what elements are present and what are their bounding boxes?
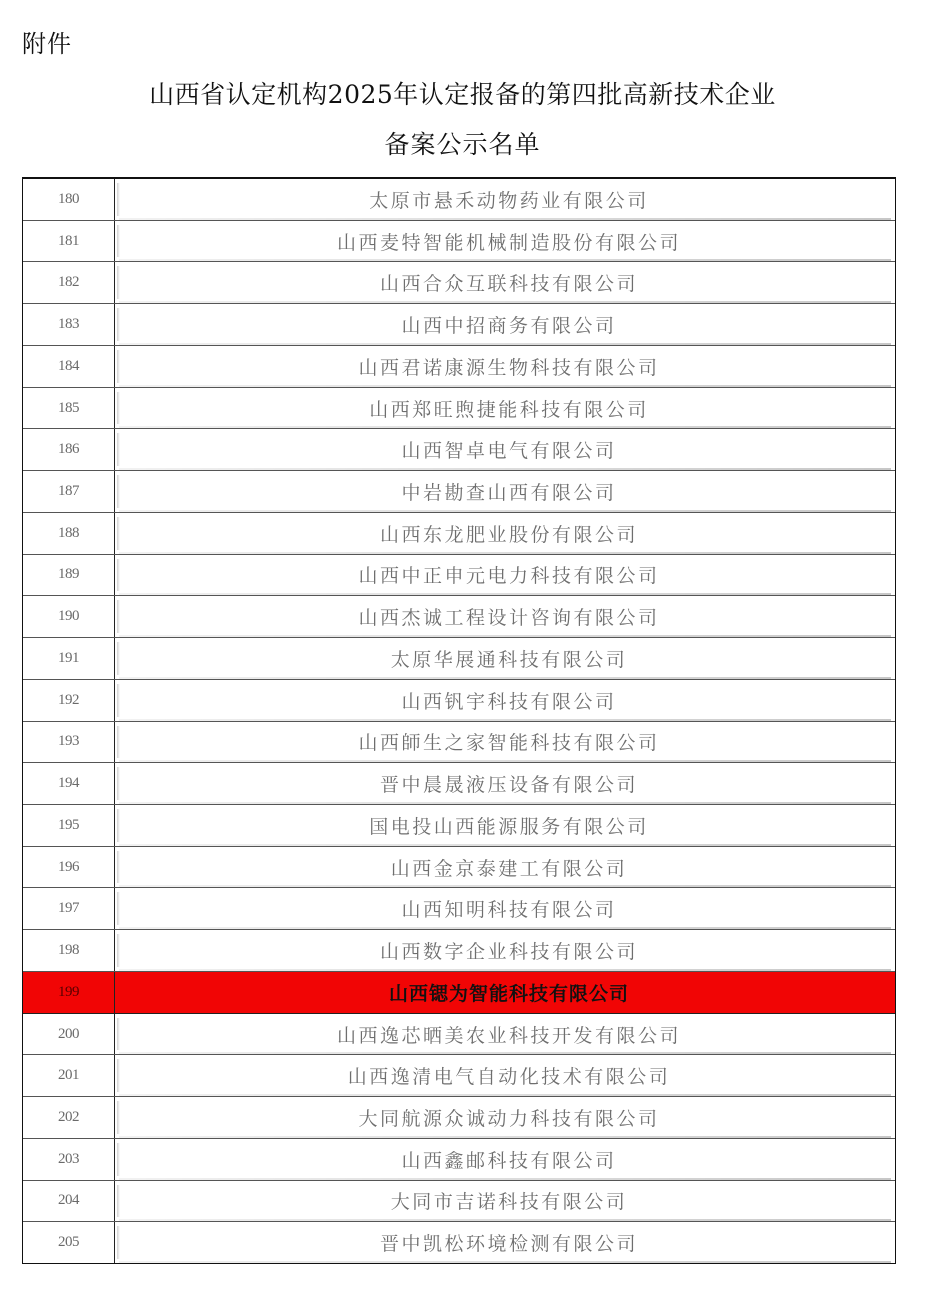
- company-name: 山西智卓电气有限公司: [401, 440, 617, 463]
- table-row: [23, 847, 895, 889]
- table-row: [23, 304, 895, 346]
- company-name: 晋中晨晟液压设备有限公司: [379, 774, 638, 797]
- company-name: 山西钒宇科技有限公司: [401, 690, 617, 713]
- table-row: [23, 930, 895, 972]
- company-name: 山西郑旺煦捷能科技有限公司: [369, 398, 649, 421]
- table-row: [23, 722, 895, 764]
- company-name: 山西麦特智能机械制造股份有限公司: [336, 231, 681, 254]
- company-name: 山西合众互联科技有限公司: [379, 273, 638, 296]
- attachment-label: 附件: [22, 30, 72, 58]
- company-name: 太原市悬禾动物药业有限公司: [369, 189, 649, 212]
- company-name: 晋中凯松环境检测有限公司: [379, 1233, 638, 1256]
- row-number: 184: [23, 346, 115, 387]
- row-number: 190: [23, 596, 115, 637]
- table-row: [23, 221, 895, 263]
- row-number: 182: [23, 262, 115, 303]
- table-row: [23, 555, 895, 597]
- table-row: [23, 346, 895, 388]
- row-number: 180: [23, 179, 115, 220]
- company-name: 山西杰诚工程设计咨询有限公司: [358, 607, 660, 630]
- document-subtitle: 备案公示名单: [384, 130, 541, 159]
- row-number: 205: [23, 1222, 115, 1263]
- company-name: 国电投山西能源服务有限公司: [369, 815, 649, 838]
- row-number: 195: [23, 805, 115, 846]
- row-number: 193: [23, 722, 115, 763]
- table-row: [23, 638, 895, 680]
- row-number: 204: [23, 1181, 115, 1222]
- company-name: 山西鑫邮科技有限公司: [401, 1149, 617, 1172]
- company-name: 山西師生之家智能科技有限公司: [358, 732, 660, 755]
- table-row: [23, 1014, 895, 1056]
- row-number: 185: [23, 388, 115, 429]
- table-row-highlighted: [23, 972, 895, 1014]
- company-name: 山西中正申元电力科技有限公司: [358, 565, 660, 588]
- row-number: 199: [23, 972, 115, 1013]
- table-row: [23, 429, 895, 471]
- row-number: 188: [23, 513, 115, 554]
- table-row: [23, 513, 895, 555]
- company-name: 山西逸清电气自动化技术有限公司: [347, 1066, 671, 1089]
- company-name: 中岩勘查山西有限公司: [401, 482, 617, 504]
- table-row: [23, 1222, 895, 1263]
- table-row: [23, 1139, 895, 1181]
- company-name: 山西中招商务有限公司: [401, 315, 617, 338]
- row-number: 191: [23, 638, 115, 679]
- table-row: [23, 763, 895, 805]
- company-name: 大同市吉诺科技有限公司: [390, 1191, 628, 1214]
- row-number: 194: [23, 763, 115, 804]
- row-number: 196: [23, 847, 115, 888]
- row-number: 203: [23, 1139, 115, 1180]
- table-row: [23, 471, 895, 513]
- document-title: 山西省认定机构2025年认定报备的第四批高新技术企业: [149, 80, 776, 109]
- row-number: 181: [23, 221, 115, 262]
- company-name: 山西君诺康源生物科技有限公司: [358, 356, 660, 379]
- company-name: 山西锶为智能科技有限公司: [388, 982, 629, 1005]
- company-name: 山西金京泰建工有限公司: [390, 857, 628, 880]
- company-table: [22, 177, 896, 1264]
- company-name: 大同航源众诚动力科技有限公司: [358, 1108, 660, 1131]
- company-name: 太原华展通科技有限公司: [390, 648, 628, 671]
- table-row: [23, 388, 895, 430]
- row-number: 201: [23, 1055, 115, 1096]
- table-row: [23, 1181, 895, 1223]
- company-name: 山西逸芯晒美农业科技开发有限公司: [336, 1024, 681, 1047]
- table-row: [23, 596, 895, 638]
- row-number: 187: [23, 471, 115, 512]
- company-name: 山西东龙肥业股份有限公司: [379, 523, 638, 546]
- table-row: [23, 1097, 895, 1139]
- row-number: 192: [23, 680, 115, 721]
- row-number: 183: [23, 304, 115, 345]
- table-row: [23, 1055, 895, 1097]
- row-number: 189: [23, 555, 115, 596]
- row-number: 186: [23, 429, 115, 470]
- row-number: 197: [23, 888, 115, 929]
- table-row: [23, 179, 895, 221]
- table-row: [23, 888, 895, 930]
- row-number: 198: [23, 930, 115, 971]
- table-row: [23, 262, 895, 304]
- table-row: [23, 680, 895, 722]
- company-name: 山西知明科技有限公司: [401, 899, 617, 922]
- company-name: 山西数字企业科技有限公司: [379, 941, 638, 964]
- table-row: [23, 805, 895, 847]
- row-number: 202: [23, 1097, 115, 1138]
- row-number: 200: [23, 1014, 115, 1055]
